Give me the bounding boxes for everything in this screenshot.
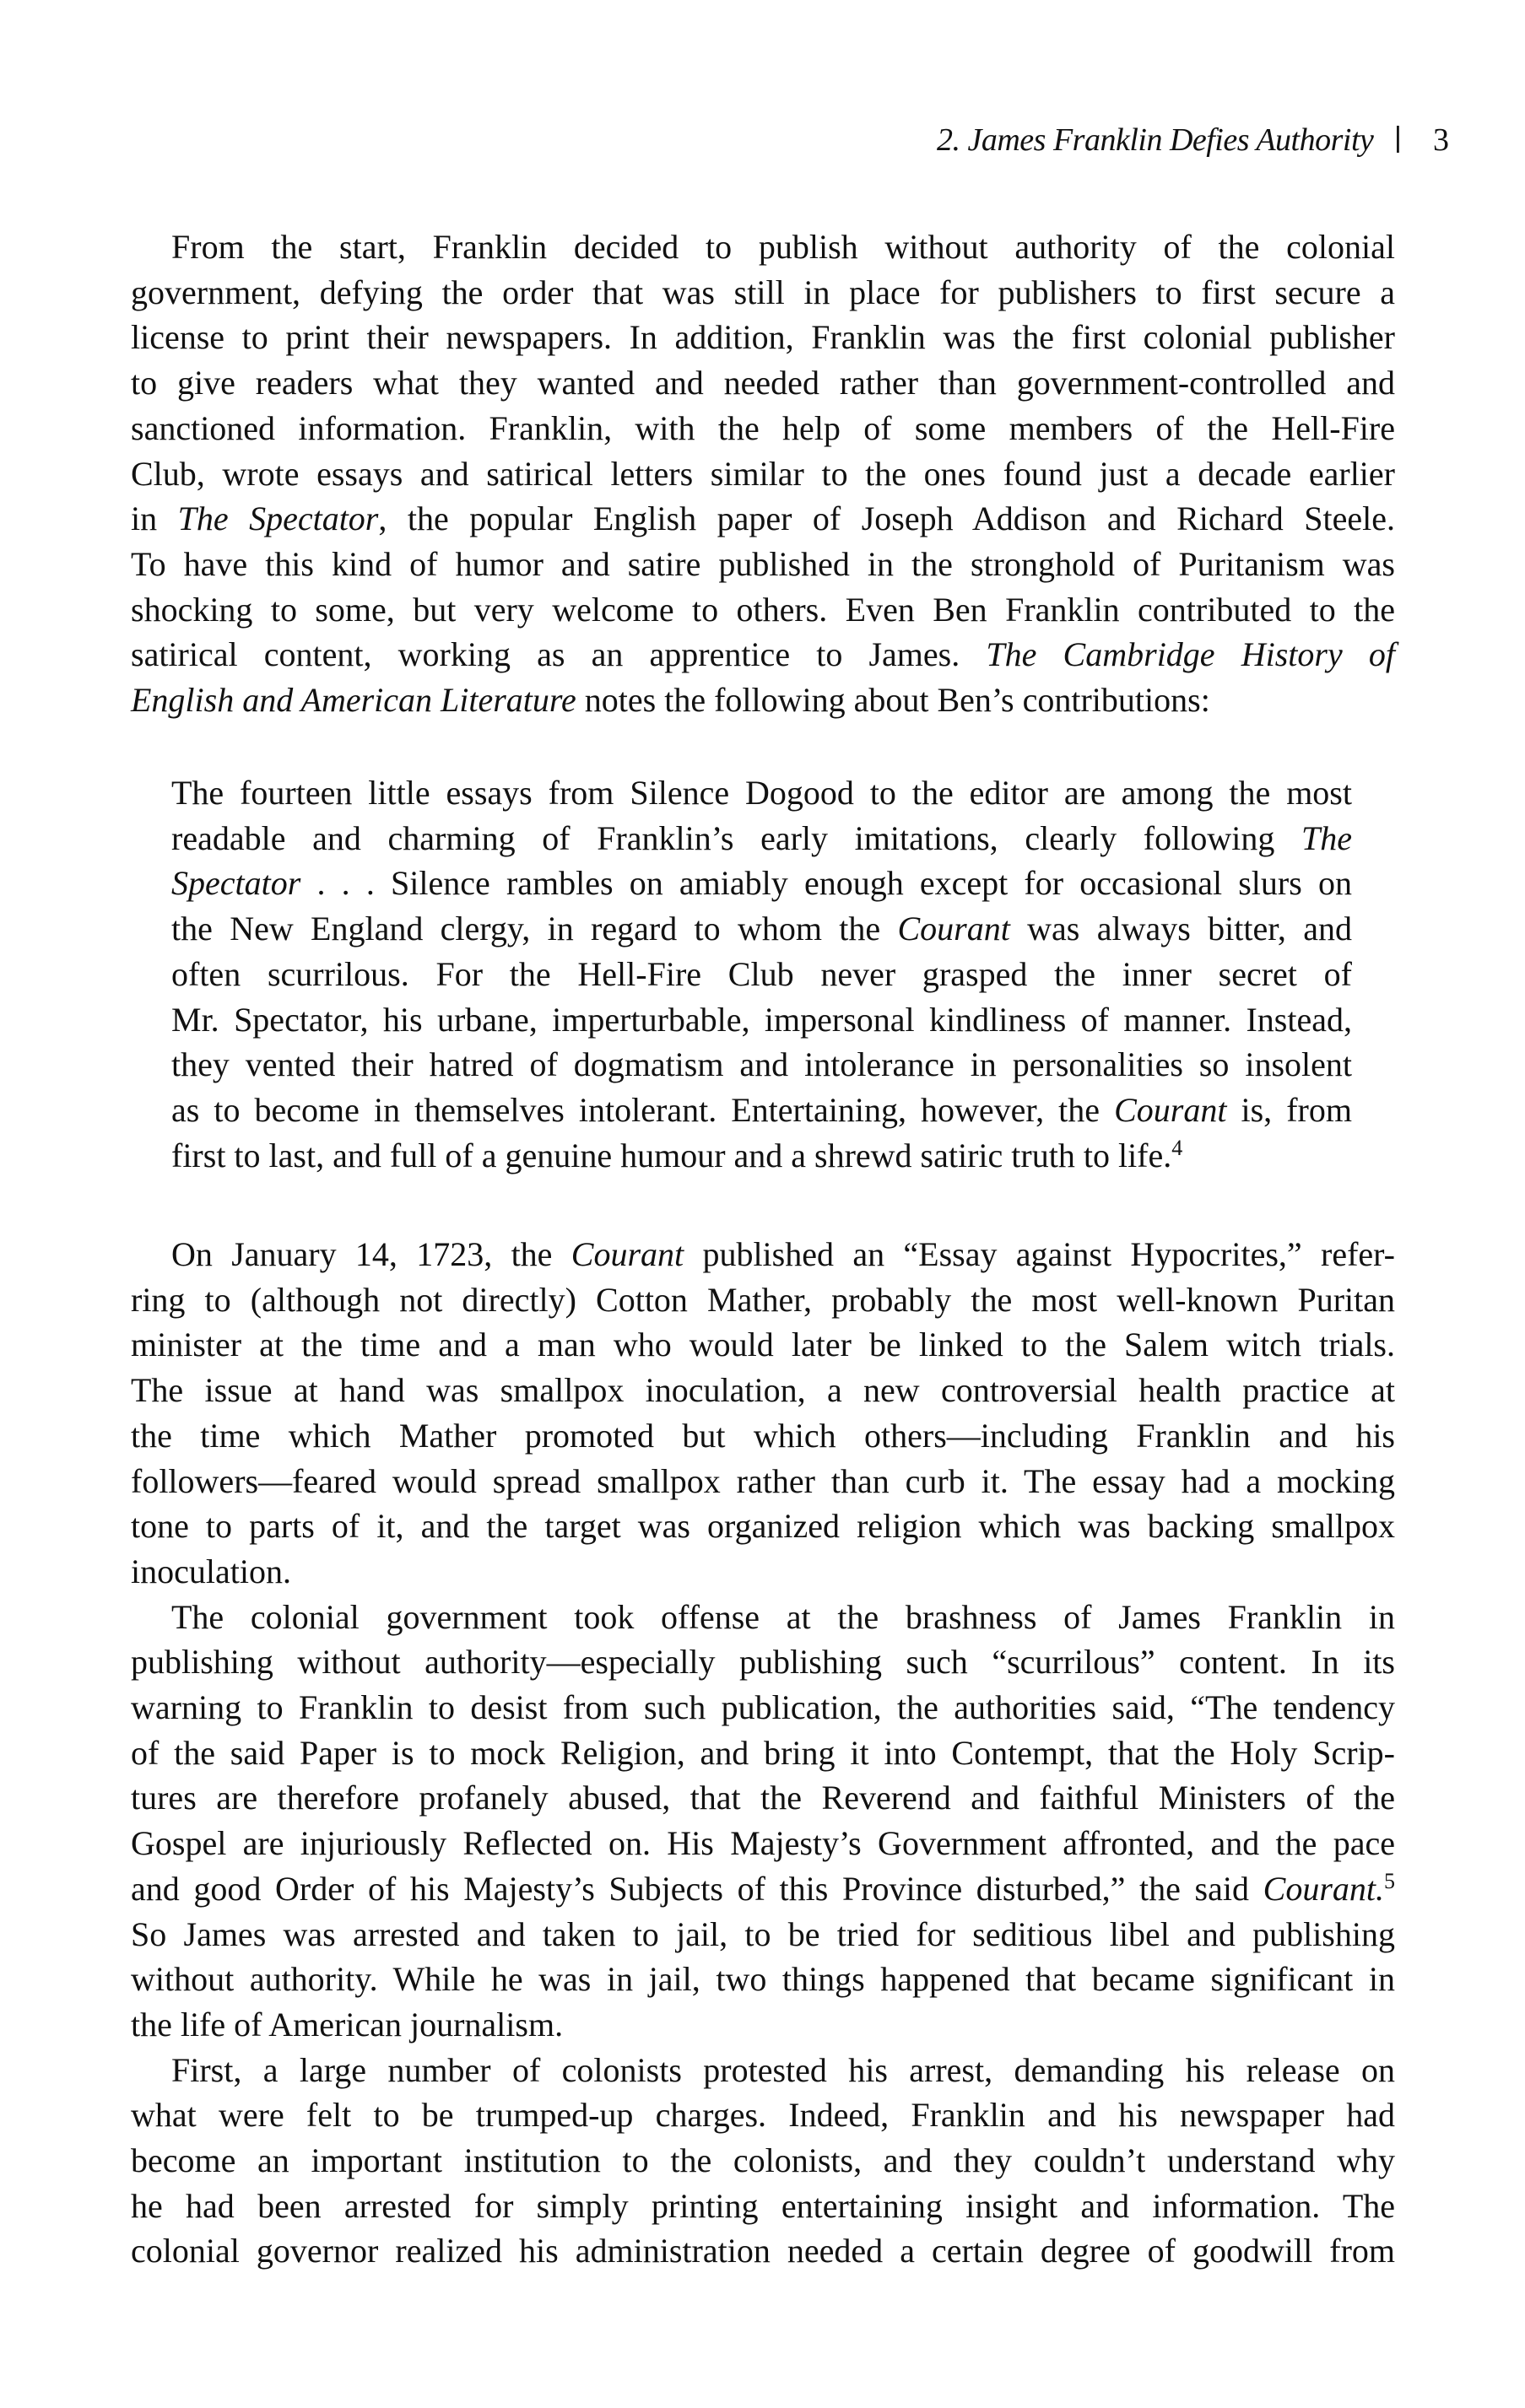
- footnote-reference: 4: [1171, 1135, 1183, 1160]
- italic-title: Courant: [897, 910, 1010, 948]
- italic-title: Courant.: [1263, 1869, 1384, 1908]
- italic-title: Courant: [1114, 1090, 1227, 1129]
- text-line: as to become in themselves intolerant. Entertaining, however, the Courant is, from: [171, 1090, 1352, 1129]
- text-line: tone to parts of it, and the target was organized religion which was backing smallpox: [131, 1507, 1395, 1546]
- text-line: So James was arrested and taken to jail, to be tried for seditious libel and publishing: [131, 1914, 1395, 1953]
- text-line: Club, wrote essays and satirical letters similar to the ones found just a decade earlier: [131, 454, 1395, 493]
- text-line: To have this kind of humor and satire published in the stronghold of Puritanism was: [131, 544, 1395, 583]
- text-line: often scurrilous. For the Hell-Fire Club never grasped the inner secret of: [171, 954, 1352, 993]
- text-line: license to print their newspapers. In addition, Franklin was the first colonial publisher: [131, 318, 1395, 357]
- text-line: First, a large number of colonists protested his arrest, demanding his release on: [171, 2050, 1395, 2089]
- text-line: satirical content, working as an apprentice to James. The Cambridge History of: [131, 635, 1395, 674]
- text-line: shocking to some, but very welcome to others. Even Ben Franklin contributed to the: [131, 590, 1395, 629]
- text-line: tures are therefore profanely abused, that the Reverend and faithful Ministers of the: [131, 1779, 1395, 1817]
- text-line: inoculation.: [131, 1552, 291, 1590]
- text-line: the time which Mather promoted but which others—including Franklin and his: [131, 1416, 1395, 1455]
- header-separator: |: [1394, 121, 1402, 154]
- text-line: sanctioned information. Franklin, with the help of some members of the Hell-Fire: [131, 408, 1395, 447]
- italic-title: The: [1301, 818, 1352, 857]
- chapter-title: 2. James Franklin Defies Authority: [937, 122, 1374, 158]
- text-line: first to last, and full of a genuine humour and a shrewd satiric truth to life.$^4$: [171, 1135, 1183, 1174]
- text-line: the life of American journalism.: [131, 2005, 564, 2044]
- italic-title: The Spectator: [177, 499, 379, 538]
- text-line: government, defying the order that was still in place for publishers to first secure a: [131, 273, 1395, 311]
- text-line: and good Order of his Majesty’s Subjects of this Province disturbed,” the said Courant.$^5$: [131, 1868, 1395, 1908]
- text-line: Gospel are injuriously Reflected on. His Majesty’s Government affronted, and the pace: [131, 1824, 1395, 1863]
- text-line: colonial governor realized his administration needed a certain degree of goodwill from: [131, 2232, 1395, 2270]
- text-line: The colonial government took offense at the brashness of James Franklin in: [171, 1597, 1395, 1636]
- page-number: 3: [1433, 122, 1449, 158]
- text-line: what were felt to be trumped-up charges. Indeed, Franklin and his newspaper had: [131, 2096, 1395, 2135]
- italic-title: English and American Literature: [131, 681, 576, 719]
- text-line: From the start, Franklin decided to publish without authority of the colonial: [171, 228, 1395, 266]
- text-line: Mr. Spectator, his urbane, imperturbable, impersonal kindliness of manner. Instead,: [171, 1000, 1352, 1039]
- text-line: readable and charming of Franklin’s early imitations, clearly following The: [171, 818, 1352, 857]
- text-line: he had been arrested for simply printing entertaining insight and information. The: [131, 2186, 1395, 2225]
- text-line: they vented their hatred of dogmatism and intolerance in personalities so insolent: [171, 1045, 1352, 1084]
- text-line: publishing without authority—especially publishing such “scurrilous” content. In its: [131, 1643, 1395, 1682]
- text-line: Spectator . . . Silence rambles on amiably enough except for occasional slurs on: [171, 864, 1352, 903]
- text-line: without authority. While he was in jail, two things happened that became significant in: [131, 1960, 1395, 1999]
- text-line: ring to (although not directly) Cotton Mather, probably the most well-known Puritan: [131, 1280, 1395, 1319]
- italic-title: The Cambridge History of: [986, 635, 1395, 674]
- italic-title: Spectator: [171, 864, 301, 903]
- text-line: The issue at hand was smallpox inoculation, a new controversial health practice at: [131, 1371, 1395, 1410]
- running-head: [928, 121, 1468, 164]
- footnote-reference: 5: [1384, 1868, 1395, 1893]
- text-line: minister at the time and a man who would later be linked to the Salem witch trials.: [131, 1325, 1395, 1364]
- text-line: become an important institution to the colonists, and they couldn’t understand why: [131, 2141, 1395, 2179]
- text-line: of the said Paper is to mock Religion, and bring it into Contempt, that the Holy Scrip-: [131, 1733, 1395, 1772]
- text-line: The fourteen little essays from Silence Dogood to the editor are among the most: [171, 774, 1352, 812]
- text-line: in The Spectator, the popular English paper of Joseph Addison and Richard Steele.: [131, 499, 1395, 538]
- text-line: the New England clergy, in regard to whom the Courant was always bitter, and: [171, 910, 1352, 948]
- text-line: English and American Literature notes the following about Ben’s contributions:: [131, 681, 1210, 719]
- text-line: to give readers what they wanted and needed rather than government-controlled and: [131, 364, 1395, 402]
- italic-title: Courant: [571, 1235, 684, 1273]
- text-line: On January 14, 1723, the Courant published an “Essay against Hypocrites,” refer-: [171, 1235, 1395, 1273]
- text-line: followers—feared would spread smallpox rather than curb it. The essay had a mocking: [131, 1461, 1395, 1500]
- text-line: warning to Franklin to desist from such publication, the authorities said, “The tendency: [131, 1688, 1395, 1726]
